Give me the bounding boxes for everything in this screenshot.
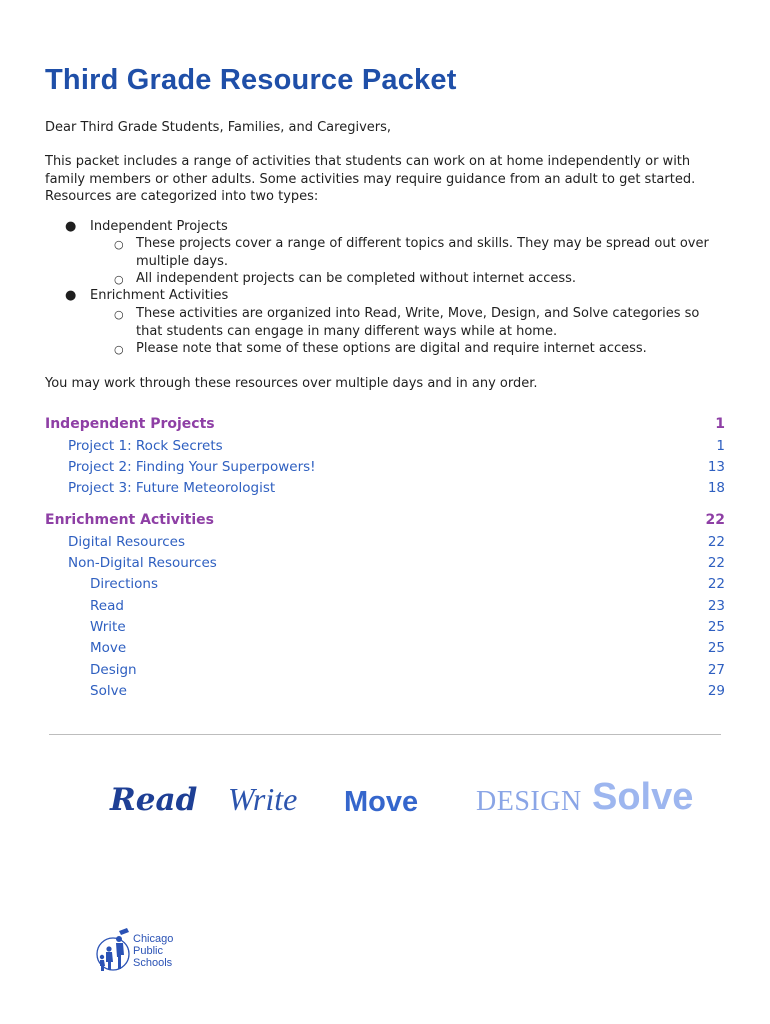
read-wordmark: Read <box>110 782 198 818</box>
toc-label[interactable]: Move <box>90 640 127 656</box>
greeting: Dear Third Grade Students, Families, and Caregivers, <box>45 120 392 135</box>
bullet-enrichment-activities: Enrichment Activities <box>90 288 229 303</box>
toc-label[interactable]: Project 2: Finding Your Superpowers! <box>68 459 316 475</box>
bullet-independent-projects: Independent Projects <box>90 219 228 234</box>
toc-page: 22 <box>705 512 725 528</box>
toc-item-design[interactable] <box>45 662 725 680</box>
toc-page: 23 <box>707 598 725 614</box>
write-wordmark: Write <box>228 781 298 817</box>
toc-label[interactable]: Solve <box>90 683 127 699</box>
toc-page: 18 <box>707 480 725 496</box>
move-wordmark: Move <box>344 786 419 818</box>
toc-page: 1 <box>715 416 725 432</box>
toc-item-directions[interactable] <box>45 576 725 594</box>
toc-item-project-3[interactable] <box>45 480 725 498</box>
sub-bullet-circle: ○ <box>114 343 124 356</box>
sub-bullet-text: All independent projects can be completed without internet access. <box>136 271 577 286</box>
page-title: Third Grade Resource Packet <box>45 64 457 96</box>
sub-bullet-circle: ○ <box>114 238 124 251</box>
toc-label[interactable]: Independent Projects <box>45 416 215 432</box>
toc-page: 1 <box>716 438 725 454</box>
toc-item-project-1[interactable] <box>45 438 725 456</box>
intro-paragraph: This packet includes a range of activities that students can work on at home independently or with family members or other adults. Some activities may require guidance from an adult to get started. Resources are categorized into two types: <box>45 154 696 204</box>
toc-item-write[interactable] <box>45 619 725 637</box>
toc-page: 22 <box>707 555 725 571</box>
cps-logo <box>95 925 190 973</box>
toc-page: 13 <box>707 459 725 475</box>
toc-item-move[interactable] <box>45 640 725 658</box>
design-wordmark: DESIGN <box>476 786 582 817</box>
toc-label[interactable]: Write <box>90 619 126 635</box>
toc-label[interactable]: Digital Resources <box>68 534 186 550</box>
toc-item-read[interactable] <box>45 598 725 616</box>
toc-page: 29 <box>707 683 725 699</box>
toc-item-digital-resources[interactable] <box>45 534 725 552</box>
toc-page: 22 <box>707 576 725 592</box>
sub-bullet-text: These activities are organized into Read, Write, Move, Design, and Solve categories so that students can engage in many different ways while at home. <box>136 306 700 339</box>
toc-heading-enrichment-activities[interactable] <box>45 512 725 530</box>
logo-line-3: Schools <box>133 957 173 969</box>
toc-label[interactable]: Design <box>90 662 137 678</box>
sub-bullet-circle: ○ <box>114 308 124 321</box>
toc-item-non-digital-resources[interactable] <box>45 555 725 573</box>
toc-label[interactable]: Read <box>90 598 124 614</box>
cps-emblem-icon <box>95 927 135 973</box>
toc-label[interactable]: Enrichment Activities <box>45 512 214 528</box>
toc-label[interactable]: Directions <box>90 576 159 592</box>
solve-wordmark: Solve <box>592 776 694 818</box>
bullet-dot: ● <box>65 288 77 303</box>
horizontal-divider <box>49 734 721 735</box>
toc-page: 25 <box>707 640 725 656</box>
sub-bullet-text: Please note that some of these options are digital and require internet access. <box>136 341 647 356</box>
sub-bullet-text: These projects cover a range of different topics and skills. They may be spread out over multiple days. <box>136 236 709 269</box>
toc-label[interactable]: Project 1: Rock Secrets <box>68 438 223 454</box>
toc-label[interactable]: Non-Digital Resources <box>68 555 217 571</box>
toc-label[interactable]: Project 3: Future Meteorologist <box>68 480 276 496</box>
logo-line-1: Chicago <box>133 933 174 945</box>
toc-page: 27 <box>707 662 725 678</box>
toc-page: 25 <box>707 619 725 635</box>
logo-line-2: Public <box>133 945 163 957</box>
sub-bullet-circle: ○ <box>114 273 124 286</box>
toc-page: 22 <box>707 534 725 550</box>
closing-paragraph: You may work through these resources over multiple days and in any order. <box>45 376 538 391</box>
bullet-dot: ● <box>65 219 77 234</box>
toc-heading-independent-projects[interactable] <box>45 416 725 434</box>
toc-item-project-2[interactable] <box>45 459 725 477</box>
toc-item-solve[interactable] <box>45 683 725 701</box>
